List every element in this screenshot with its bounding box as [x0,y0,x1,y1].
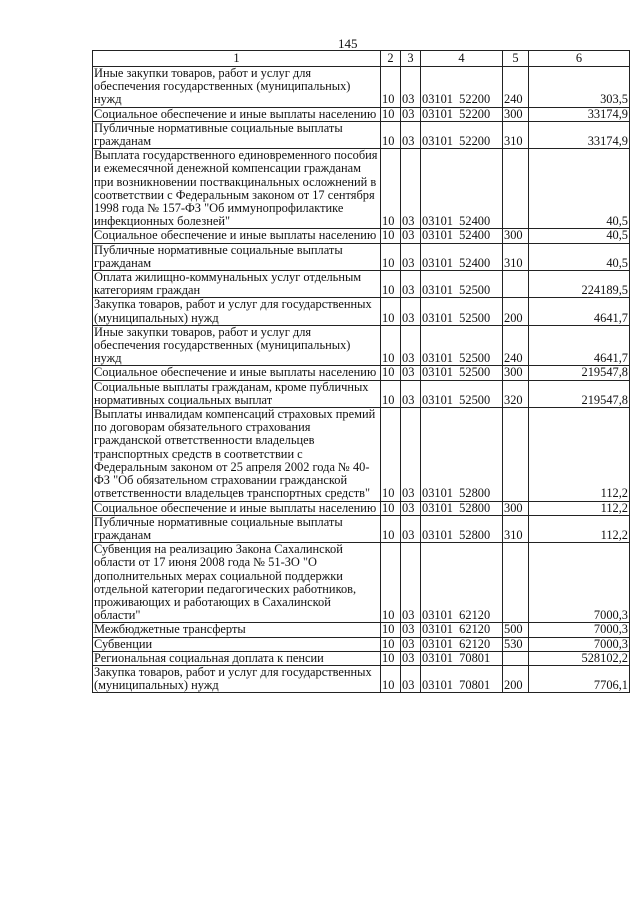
row-amount-cell: 219547,8 [529,380,630,407]
page-number: 145 [338,36,358,51]
row-amount-cell: 224189,5 [529,271,630,298]
row-amount-cell: 40,5 [529,149,630,229]
row-subsection-cell: 03 [401,651,421,665]
row-subsection-cell: 03 [401,408,421,501]
row-section-cell: 10 [381,325,401,366]
table-row [93,501,630,515]
table-row [93,121,630,148]
row-expense-type-cell: 320 [503,380,529,407]
row-amount-cell: 219547,8 [529,366,630,380]
row-name-cell: Иные закупки товаров, работ и услуг для обеспечения государственных (муниципальных) нужд [93,325,381,366]
row-section-cell: 10 [381,380,401,407]
row-expense-type-cell: 300 [503,501,529,515]
row-name-cell: Публичные нормативные социальные выплаты гражданам [93,121,381,148]
table-row [93,637,630,651]
row-target-code-cell: 03101 52800 [421,515,503,542]
row-subsection-cell: 03 [401,243,421,270]
table-row [93,67,630,108]
row-expense-type-cell [503,271,529,298]
table-row [93,298,630,325]
row-amount-cell: 40,5 [529,229,630,243]
row-target-code-cell: 03101 52200 [421,121,503,148]
table-row [93,665,630,692]
row-subsection-cell: 03 [401,271,421,298]
row-section-cell: 10 [381,67,401,108]
row-target-code-cell: 03101 52500 [421,380,503,407]
budget-table [92,50,630,693]
row-section-cell: 10 [381,651,401,665]
table-row [93,107,630,121]
row-section-cell: 10 [381,408,401,501]
row-target-code-cell: 03101 52500 [421,325,503,366]
row-expense-type-cell: 200 [503,665,529,692]
row-subsection-cell: 03 [401,149,421,229]
row-subsection-cell: 03 [401,501,421,515]
row-name-cell: Иные закупки товаров, работ и услуг для обеспечения государственных (муниципальных) нужд [93,67,381,108]
row-target-code-cell: 03101 70801 [421,651,503,665]
row-amount-cell: 7000,3 [529,543,630,623]
row-amount-cell: 528102,2 [529,651,630,665]
row-expense-type-cell: 300 [503,229,529,243]
row-name-cell: Межбюджетные трансферты [93,623,381,637]
row-target-code-cell: 03101 52200 [421,107,503,121]
row-target-code-cell: 03101 52500 [421,271,503,298]
row-expense-type-cell: 530 [503,637,529,651]
row-amount-cell: 7000,3 [529,623,630,637]
row-expense-type-cell [503,543,529,623]
row-amount-cell: 7000,3 [529,637,630,651]
row-target-code-cell: 03101 70801 [421,665,503,692]
row-name-cell: Оплата жилищно-коммунальных услуг отдельным категориям граждан [93,271,381,298]
row-amount-cell: 4641,7 [529,298,630,325]
row-target-code-cell: 03101 52500 [421,366,503,380]
row-amount-cell: 7706,1 [529,665,630,692]
row-expense-type-cell: 310 [503,243,529,270]
row-section-cell: 10 [381,121,401,148]
row-expense-type-cell [503,149,529,229]
row-expense-type-cell: 240 [503,67,529,108]
row-name-cell: Публичные нормативные социальные выплаты гражданам [93,515,381,542]
header-cell-subsection: 3 [401,51,421,67]
row-subsection-cell: 03 [401,366,421,380]
table-row [93,651,630,665]
row-name-cell: Субвенция на реализацию Закона Сахалинской области от 17 июня 2008 года № 51-ЗО "О дополнительных мерах социальной поддержки отдельной категории педагогических работников, проживающих и работающих в Сахалинской области" [93,543,381,623]
row-subsection-cell: 03 [401,229,421,243]
row-expense-type-cell: 310 [503,515,529,542]
row-target-code-cell: 03101 62120 [421,637,503,651]
row-name-cell: Выплаты инвалидам компенсаций страховых премий по договорам обязательного страхования гражданской ответственности владельцев транспортных средств в соответствии с Федеральным законом от 25 апреля 2002 года № 40-ФЗ "Об обязательном страховании гражданской ответственности владельцев транспортных средств" [93,408,381,501]
header-cell-name: 1 [93,51,381,67]
row-expense-type-cell: 310 [503,121,529,148]
row-target-code-cell: 03101 52500 [421,298,503,325]
row-subsection-cell: 03 [401,298,421,325]
table-row [93,149,630,229]
row-amount-cell: 112,2 [529,501,630,515]
row-section-cell: 10 [381,149,401,229]
row-amount-cell: 40,5 [529,243,630,270]
row-expense-type-cell: 240 [503,325,529,366]
row-subsection-cell: 03 [401,543,421,623]
row-name-cell: Публичные нормативные социальные выплаты гражданам [93,243,381,270]
row-subsection-cell: 03 [401,121,421,148]
table-row [93,380,630,407]
row-target-code-cell: 03101 52400 [421,229,503,243]
row-target-code-cell: 03101 52400 [421,243,503,270]
row-name-cell: Социальные выплаты гражданам, кроме публичных нормативных социальных выплат [93,380,381,407]
row-expense-type-cell: 200 [503,298,529,325]
row-section-cell: 10 [381,298,401,325]
row-section-cell: 10 [381,623,401,637]
row-target-code-cell: 03101 52800 [421,408,503,501]
table-row [93,325,630,366]
row-subsection-cell: 03 [401,325,421,366]
row-subsection-cell: 03 [401,637,421,651]
row-name-cell: Закупка товаров, работ и услуг для государственных (муниципальных) нужд [93,665,381,692]
row-section-cell: 10 [381,243,401,270]
table-row [93,408,630,501]
header-cell-section: 2 [381,51,401,67]
row-name-cell: Социальное обеспечение и иные выплаты населению [93,107,381,121]
row-subsection-cell: 03 [401,107,421,121]
header-cell-target-code: 4 [421,51,503,67]
table-row [93,366,630,380]
header-cell-expense-type: 5 [503,51,529,67]
row-section-cell: 10 [381,515,401,542]
row-section-cell: 10 [381,543,401,623]
row-name-cell: Закупка товаров, работ и услуг для государственных (муниципальных) нужд [93,298,381,325]
row-name-cell: Региональная социальная доплата к пенсии [93,651,381,665]
row-name-cell: Социальное обеспечение и иные выплаты населению [93,229,381,243]
row-name-cell: Выплата государственного единовременного пособия и ежемесячной денежной компенсации гражданам при возникновении поствакцинальных осложнений в соответствии с Федеральным законом от 17 сентября 1998 года № 157-ФЗ "Об иммунопрофилактике инфекционных болезней" [93,149,381,229]
row-expense-type-cell: 300 [503,107,529,121]
row-expense-type-cell [503,408,529,501]
row-amount-cell: 33174,9 [529,121,630,148]
table-row [93,543,630,623]
row-section-cell: 10 [381,271,401,298]
row-subsection-cell: 03 [401,623,421,637]
row-target-code-cell: 03101 62120 [421,623,503,637]
row-expense-type-cell [503,651,529,665]
row-subsection-cell: 03 [401,380,421,407]
row-name-cell: Социальное обеспечение и иные выплаты населению [93,366,381,380]
row-target-code-cell: 03101 52800 [421,501,503,515]
row-amount-cell: 112,2 [529,515,630,542]
row-section-cell: 10 [381,637,401,651]
row-amount-cell: 33174,9 [529,107,630,121]
row-expense-type-cell: 300 [503,366,529,380]
table-row [93,271,630,298]
row-section-cell: 10 [381,665,401,692]
row-section-cell: 10 [381,107,401,121]
row-subsection-cell: 03 [401,67,421,108]
table-row [93,623,630,637]
row-section-cell: 10 [381,229,401,243]
row-name-cell: Субвенции [93,637,381,651]
table-row [93,243,630,270]
row-amount-cell: 112,2 [529,408,630,501]
row-section-cell: 10 [381,501,401,515]
row-target-code-cell: 03101 52200 [421,67,503,108]
table-header-row [93,51,630,67]
row-target-code-cell: 03101 52400 [421,149,503,229]
row-expense-type-cell: 500 [503,623,529,637]
table-row [93,229,630,243]
row-amount-cell: 303,5 [529,67,630,108]
row-target-code-cell: 03101 62120 [421,543,503,623]
row-name-cell: Социальное обеспечение и иные выплаты населению [93,501,381,515]
header-cell-amount: 6 [529,51,630,67]
row-subsection-cell: 03 [401,665,421,692]
table-row [93,515,630,542]
row-section-cell: 10 [381,366,401,380]
row-subsection-cell: 03 [401,515,421,542]
row-amount-cell: 4641,7 [529,325,630,366]
